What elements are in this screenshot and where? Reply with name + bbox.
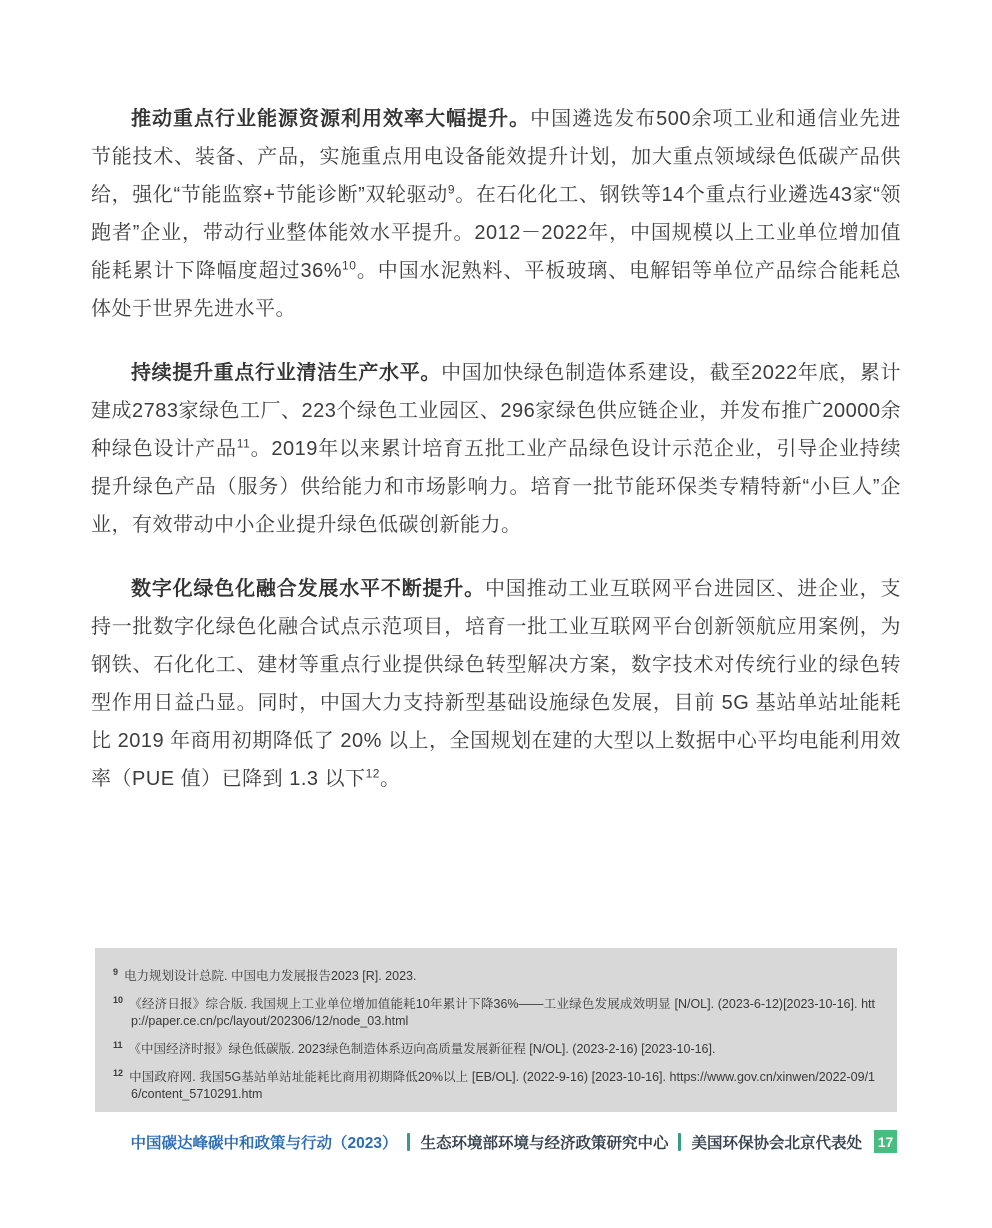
body-paragraph: [91, 570, 901, 798]
footer-divider-icon: [678, 1133, 681, 1151]
paragraph-text: 推动重点行业能源资源利用效率大幅提升。: [131, 108, 531, 130]
paragraph-text: 中国加快绿色制造体系建设，截至2022年底，累计建成2783家绿色工厂、223个绿色工业园区、296家绿色供应链企业，并发布推广20000余种绿色设计产品: [91, 362, 901, 460]
footnote-reference: 12: [365, 766, 380, 781]
paragraph-text: 。中国水泥熟料、平板玻璃、电解铝等单位产品综合能耗总体处于世界先进水平。: [91, 260, 902, 320]
paragraph-text: 数字化绿色化融合发展水平不断提升。: [131, 578, 485, 600]
footnote-item: [113, 1069, 875, 1103]
page-body: [91, 100, 901, 824]
paragraph-text: 中国遴选发布500余项工业和通信业先进节能技术、装备、产品，实施重点用电设备能效提升计划，加大重点领域绿色低碳产品供给，强化“节能监察+节能诊断”双轮驱动: [91, 108, 902, 206]
paragraph-text: 中国推动工业互联网平台进园区、进企业，支持一批数字化绿色化融合试点示范项目，培育一批工业互联网平台创新领航应用案例，为钢铁、石化化工、建材等重点行业提供绿色转型解决方案，数字技术对传统行业的绿色转型作用日益凸显。同时，中国大力支持新型基础设施绿色发展，目前 5G 基站单站址能耗比 2019 年商用初期降低了 20% 以上，全国规划在建的大型以上数据中心平均电能利用效率（PUE 值）已降到 1.3 以下: [91, 578, 902, 790]
footnote-marker: 12: [113, 1067, 124, 1078]
footer-doc-title: 中国碳达峰碳中和政策与行动（2023）: [130, 1134, 398, 1152]
footnote-text: 《中国经济时报》绿色低碳版. 2023绿色制造体系迈向高质量发展新征程 [N/OL]. (2023-2-16) [2023-10-16].: [128, 1042, 716, 1056]
page-number-badge: 17: [874, 1130, 897, 1153]
paragraph-text: 。2019年以来累计培育五批工业产品绿色设计示范企业，引导企业持续提升绿色产品（服务）供给能力和市场影响力。培育一批节能环保类专精特新“小巨人”企业，有效带动中小企业提升绿色低碳创新能力。: [91, 438, 901, 536]
footnote-item: [113, 996, 875, 1030]
footnotes-box: [95, 948, 897, 1112]
footnote-marker: 9: [113, 966, 119, 977]
paragraph-text: 。: [379, 768, 401, 790]
footnote-marker: 11: [113, 1039, 123, 1050]
footer-org-edf-beijing: 美国环保协会北京代表处: [691, 1134, 862, 1152]
footnote-text: 中国政府网. 我国5G基站单站址能耗比商用初期降低20%以上 [EB/OL]. (2022-9-16) [2023-10-16]. https://www.gov.cn/xinwen/2022-09/16/content_5710291.htm: [129, 1070, 875, 1101]
page-footer: [91, 1130, 897, 1153]
footnote-reference: 11: [236, 436, 251, 451]
footnote-item: [113, 1041, 875, 1058]
footer-divider-icon: [407, 1133, 410, 1151]
footnote-reference: 9: [447, 182, 456, 197]
paragraph-text: 持续提升重点行业清洁生产水平。: [131, 362, 442, 384]
paragraph-text: 。在石化化工、钢铁等14个重点行业遴选43家“领跑者”企业，带动行业整体能效水平提升。2012－2022年，中国规模以上工业单位增加值能耗累计下降幅度超过36%: [91, 184, 901, 282]
footnote-marker: 10: [113, 994, 124, 1005]
footnote-reference: 10: [342, 258, 357, 273]
footer-org-policy-center: 生态环境部环境与经济政策研究中心: [420, 1134, 669, 1152]
footnote-item: [113, 968, 875, 985]
footnote-text: 《经济日报》综合版. 我国规上工业单位增加值能耗10年累计下降36%——工业绿色发展成效明显 [N/OL]. (2023-6-12)[2023-10-16]. http://paper.ce.cn/pc/layout/202306/12/node_03.html: [129, 997, 875, 1028]
body-paragraph: [91, 354, 901, 544]
body-paragraphs: [91, 100, 901, 798]
body-paragraph: [91, 100, 901, 328]
footnote-text: 电力规划设计总院. 中国电力发展报告2023 [R]. 2023.: [124, 969, 417, 983]
